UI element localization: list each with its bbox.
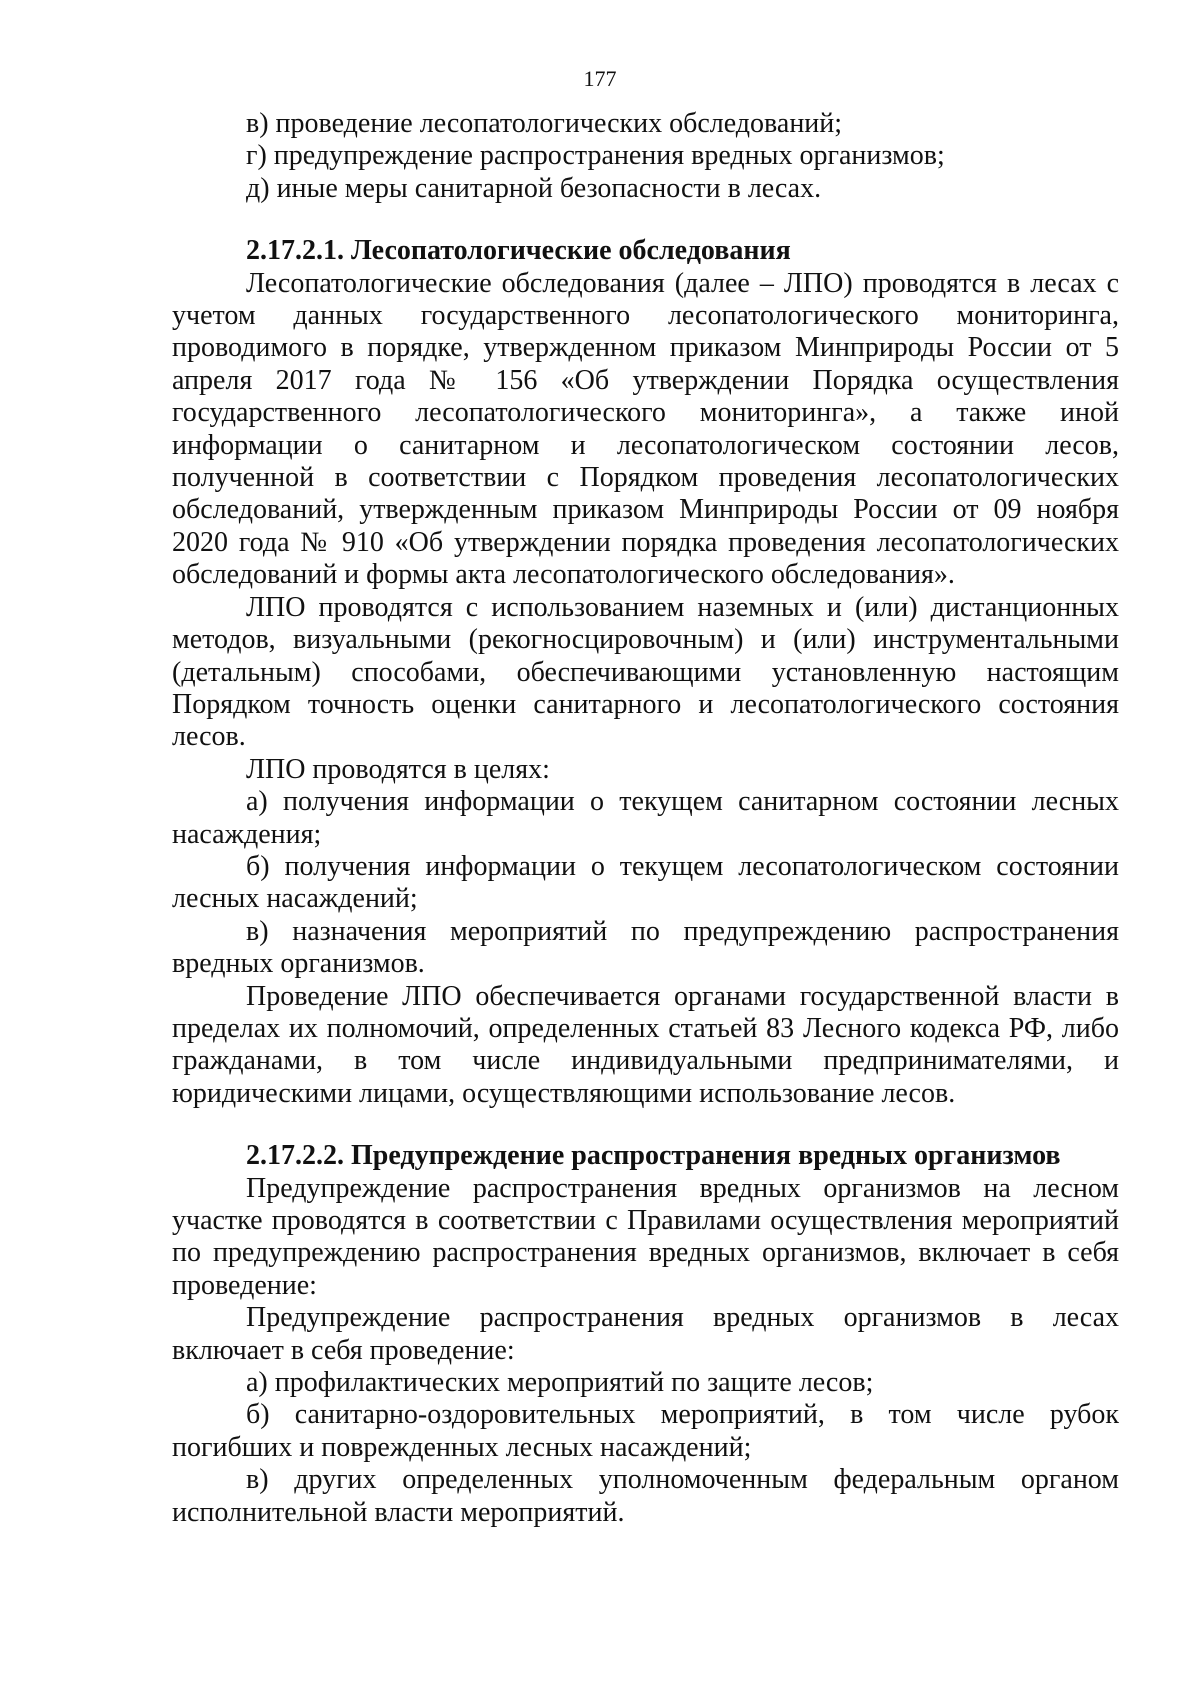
paragraph: Проведение ЛПО обеспечивается органами государственной власти в пределах их полномочий, определенных статьей 83 Лесного кодекса РФ, либо гражданами, в том числе индивидуальными предпринимателями, и юридическими лицами, осуществляющими использование лесов. — [172, 980, 1119, 1109]
section-spacer — [172, 1110, 1119, 1140]
paragraph: ЛПО проводятся с использованием наземных и (или) дистанционных методов, визуальными (рекогносцировочным) и (или) инструментальными (детальным) способами, обеспечивающими установленную настоящим Порядком точность оценки санитарного и лесопатологического состояния лесов. — [172, 591, 1119, 753]
page-number: 177 — [583, 66, 617, 91]
list-item: в) назначения мероприятий по предупреждению распространения вредных организмов. — [172, 915, 1119, 980]
paragraph: Предупреждение распространения вредных организмов в лесах включает в себя проведение: — [172, 1302, 1119, 1366]
intro-item: г) предупреждение распространения вредных организмов; — [246, 140, 945, 172]
list-item: а) профилактических мероприятий по защите лесов; — [246, 1367, 874, 1399]
intro-item: д) иные меры санитарной безопасности в лесах. — [246, 172, 822, 204]
list-item: б) санитарно-оздоровительных мероприятий, в том числе рубок погибших и поврежденных лесных насаждений; — [172, 1399, 1119, 1463]
section-heading-prevention: 2.17.2.2. Предупреждение распространения вредных организмов — [246, 1140, 1061, 1172]
paragraph: Предупреждение распространения вредных организмов на лесном участке проводятся в соответствии с Правилами осуществления мероприятий по предупреждению распространения вредных организмов, включает в себя проведение: — [172, 1172, 1119, 1301]
list-item: в) других определенных уполномоченным федеральным органом исполнительной власти мероприятий. — [172, 1464, 1119, 1528]
list-item: б) получения информации о текущем лесопатологическом состоянии лесных насаждений; — [172, 850, 1119, 915]
intro-item: в) проведение лесопатологических обследований; — [246, 108, 843, 139]
section-spacer — [172, 205, 1119, 235]
list-item: а) получения информации о текущем санитарном состоянии лесных насаждения; — [172, 786, 1119, 850]
section-heading-inspections: 2.17.2.1. Лесопатологические обследования — [246, 235, 791, 267]
paragraph: ЛПО проводятся в целях: — [246, 753, 550, 785]
paragraph: Лесопатологические обследования (далее – ЛПО) проводятся в лесах с учетом данных государственного лесопатологического мониторинга, проводимого в порядке, утвержденном приказом Минприроды России от 5 апреля 2017 года № 156 «Об утверждении Порядка осуществления государственного лесопатологического мониторинга», а также иной информации о санитарном и лесопатологическом состоянии лесов, полученной в соответствии с Порядком проведения лесопатологических обследований, утвержденным приказом Минприроды России от 09 ноября 2020 года № 910 «Об утверждении порядка проведения лесопатологических обследований и формы акта лесопатологического обследования». — [172, 267, 1119, 591]
page-content — [172, 108, 1119, 1529]
